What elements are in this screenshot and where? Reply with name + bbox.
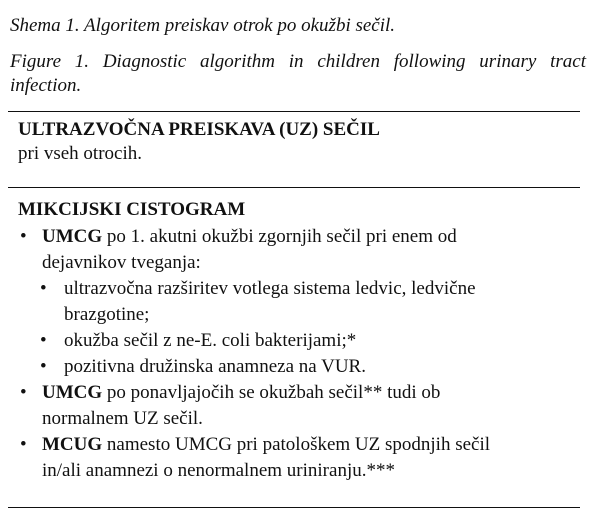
sub-item-non-ecoli: okužba sečil z ne-E. coli bakterijami;*	[64, 330, 357, 351]
sub-bullet-marker: •	[40, 356, 47, 377]
middle-divider	[8, 187, 580, 188]
caption-english: Figure 1. Diagnostic algorithm in children following urinary tract infection.	[10, 51, 586, 96]
list-item-continuation: normalnem UZ sečil.	[42, 408, 203, 429]
caption-slovene: Shema 1. Algoritem preiskav otrok po okužbi sečil.	[10, 15, 396, 36]
bullet-marker: •	[20, 382, 27, 403]
item-keyword: UMCG	[42, 382, 103, 403]
item-text: po ponavljajočih se okužbah sečil** tudi ob	[102, 382, 441, 403]
list-item-continuation: in/ali anamnezi o nenormalnem uriniranju.***	[42, 460, 395, 481]
top-divider	[8, 111, 580, 112]
bullet-marker: •	[20, 226, 27, 247]
item-text: namesto UMCG pri patološkem UZ spodnjih sečil	[102, 434, 491, 455]
list-item-mcug	[42, 432, 582, 458]
item-text: po 1. akutni okužbi zgornjih sečil pri enem od	[102, 226, 457, 247]
item-keyword: UMCG	[42, 226, 103, 247]
sub-item-ultrasound-dilation: ultrazvočna razširitev votlega sistema ledvic, ledvične	[64, 278, 476, 299]
list-item-umcg-first	[42, 224, 582, 250]
ultrasound-section-title: ULTRAZVOČNA PREISKAVA (UZ) SEČIL	[18, 119, 380, 140]
list-item-continuation: dejavnikov tveganja:	[42, 252, 201, 273]
item-keyword: MCUG	[42, 434, 103, 455]
sub-bullet-marker: •	[40, 330, 47, 351]
bottom-divider	[8, 507, 580, 508]
cystogram-section-title: MIKCIJSKI CISTOGRAM	[18, 199, 246, 220]
sub-item-family-history: pozitivna družinska anamneza na VUR.	[64, 356, 366, 377]
list-item-umcg-recurrent	[42, 380, 582, 406]
sub-item-continuation: brazgotine;	[64, 304, 150, 325]
sub-bullet-marker: •	[40, 278, 47, 299]
bullet-marker: •	[20, 434, 27, 455]
ultrasound-section-text: pri vseh otrocih.	[18, 143, 143, 164]
